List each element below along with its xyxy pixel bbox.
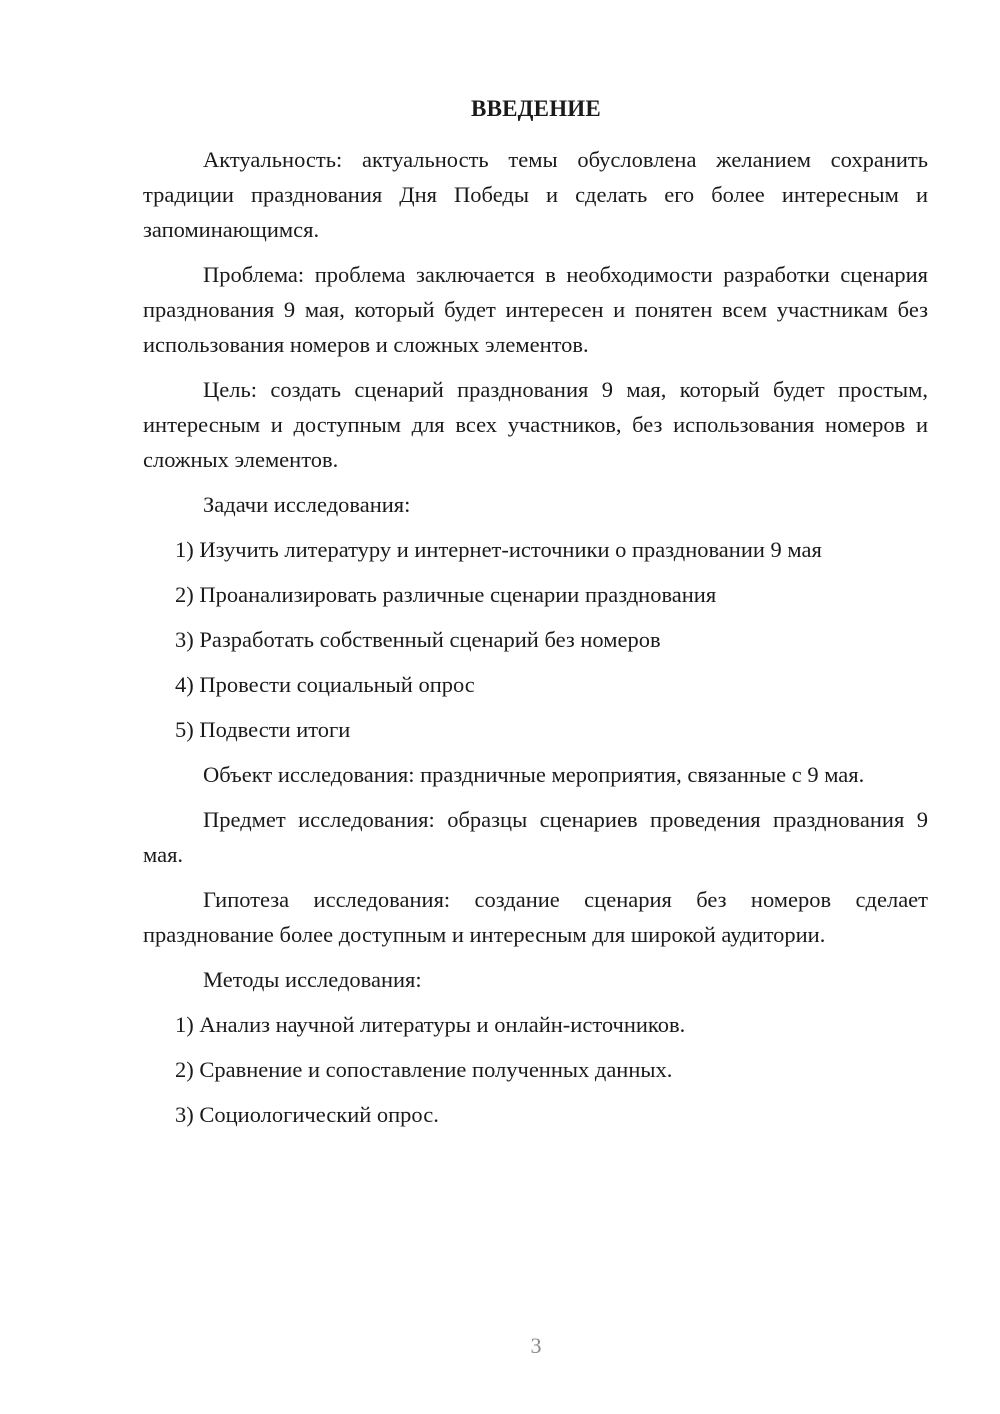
document-body: [143, 142, 928, 1142]
page-title: ВВЕДЕНИЕ: [471, 96, 601, 121]
methods-list: [143, 1007, 928, 1132]
list-item: 3) Социологический опрос.: [175, 1102, 439, 1127]
list-item: 2) Проанализировать различные сценарии празднования: [175, 582, 717, 607]
list-item: 5) Подвести итоги: [175, 717, 351, 742]
problem-paragraph: Проблема: проблема заключается в необходимости разработки сценария празднования 9 мая, который будет интересен и понятен всем участникам без использования номеров и сложных элементов.: [143, 262, 928, 357]
list-item: 4) Провести социальный опрос: [175, 672, 475, 697]
tasks-list: [143, 532, 928, 747]
subject-paragraph: Предмет исследования: образцы сценариев проведения празднования 9 мая.: [143, 807, 928, 867]
list-item: 1) Анализ научной литературы и онлайн-источников.: [175, 1012, 686, 1037]
object-paragraph: Объект исследования: праздничные мероприятия, связанные с 9 мая.: [203, 762, 865, 787]
list-item: 3) Разработать собственный сценарий без номеров: [175, 627, 661, 652]
hypothesis-paragraph: Гипотеза исследования: создание сценария без номеров сделает празднование более доступным и интересным для широкой аудитории.: [143, 887, 928, 947]
relevance-paragraph: Актуальность: актуальность темы обусловлена желанием сохранить традиции празднования Дня Победы и сделать его более интересным и запоминающимся.: [143, 147, 928, 242]
methods-heading: Методы исследования:: [203, 967, 422, 992]
goal-paragraph: Цель: создать сценарий празднования 9 мая, который будет простым, интересным и доступным для всех участников, без использования номеров и сложных элементов.: [143, 377, 928, 472]
page-number: 3: [530, 1333, 542, 1358]
list-item: 1) Изучить литературу и интернет-источники о праздновании 9 мая: [175, 537, 822, 562]
tasks-heading: Задачи исследования:: [203, 492, 411, 517]
list-item: 2) Сравнение и сопоставление полученных данных.: [175, 1057, 673, 1082]
